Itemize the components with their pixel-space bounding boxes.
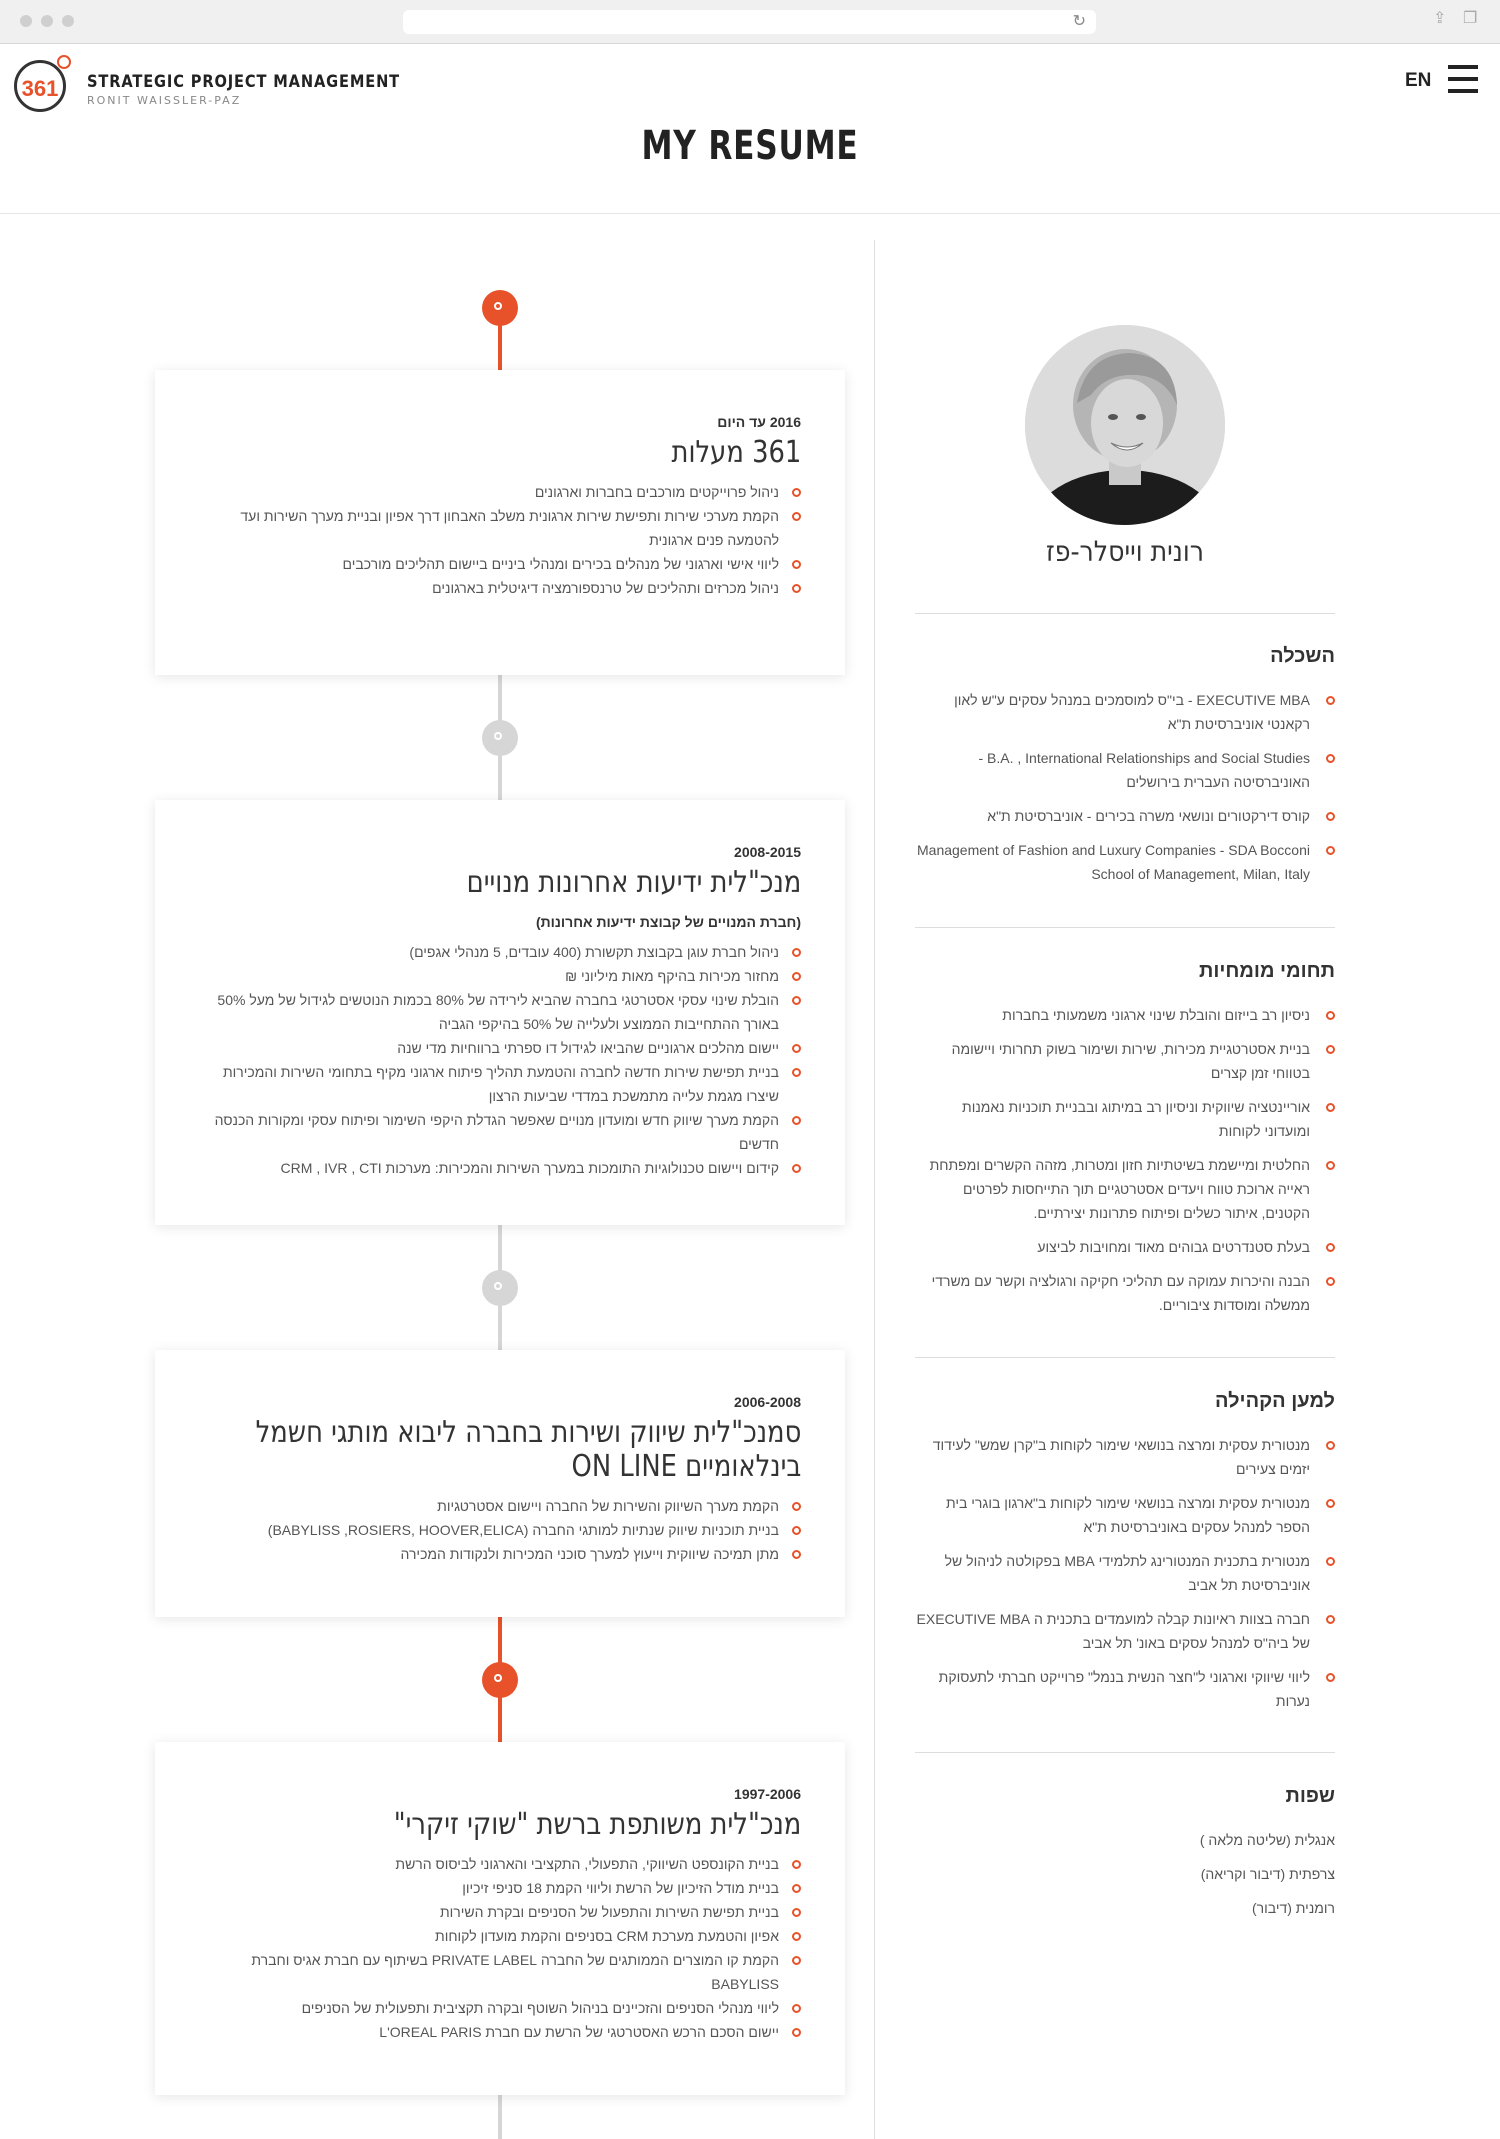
card-date: 2008-2015	[734, 844, 801, 860]
list-item: הקמת מערך שיווק חדש ומועדון מנויים שאפשר הגדלת היקפי השימור ופיתוח עסקי ומקורות הכנסה חדשים	[199, 1108, 801, 1156]
list-item: הקמת מערך השיווק והשירות של החברה ויישום אסטרטגיות	[199, 1494, 801, 1518]
list-item: יישום הסכם הרכש האסטרטגי של הרשת עם חברת L'OREAL PARIS	[199, 2020, 801, 2044]
language-item: אנגלית (שליטה מלאה )	[1199, 1832, 1335, 1848]
section-title: למען הקהילה	[1214, 1390, 1335, 1412]
bullet-icon	[792, 1908, 801, 1917]
list-item: מנטורית בתכנית המנטורינג לתלמידי MBA בפקולטה לניהול של אוניברסיטת תל אביב	[915, 1549, 1335, 1597]
languages-list	[915, 1828, 1335, 1920]
bullet-icon	[792, 1068, 801, 1077]
card-subtitle: (חברת המנויים של קבוצת ידיעות אחרונות)	[535, 914, 801, 930]
portrait-photo	[1025, 325, 1225, 525]
card-title: מנכ"לית ידיעות אחרונות מנויים	[466, 865, 801, 900]
language-item: צרפתית (דיבור וקריאה)	[1200, 1866, 1335, 1882]
list-item: מחזור מכירות בהיקף מאות מיליוני ₪	[199, 964, 801, 988]
bullet-icon	[1326, 754, 1335, 763]
bullet-icon	[792, 1932, 801, 1941]
list-item: ליווי מנהלי הסניפים והזכיינים בניהול השוטף ובקרה תקציבית ותפעולית של הסניפים	[199, 1996, 801, 2020]
divider	[915, 1752, 1335, 1753]
language-item: רומנית (דיבור)	[1251, 1900, 1335, 1916]
expertise-section	[915, 960, 1335, 1327]
bullet-icon	[792, 948, 801, 957]
window-close-dot[interactable]	[20, 15, 32, 27]
timeline-card	[155, 1350, 845, 1617]
list-item: ליווי אישי וארגוני של מנהלים בכירים ומנהלי ביניים ביישום תהליכים מורכבים	[199, 552, 801, 576]
card-date: 2006-2008	[734, 1394, 801, 1410]
expertise-list	[915, 1003, 1335, 1317]
menu-icon[interactable]	[1448, 65, 1478, 95]
bullet-icon	[792, 560, 801, 569]
timeline-node	[482, 1270, 518, 1306]
timeline-card	[155, 1742, 845, 2095]
list-item: בניית אסטרטגיית מכירות, שירות ושימור בשוק תחרותי ויישומה בטווחי זמן קצרים	[915, 1037, 1335, 1085]
bullet-icon	[1326, 1161, 1335, 1170]
bullet-icon	[1326, 1103, 1335, 1112]
bullet-icon	[1326, 1615, 1335, 1624]
bullet-icon	[792, 1884, 801, 1893]
list-item: הקמת מערכי שירות ותפישת שירות ארגונית משלב האבחון דרך אפיון ובניית מערך השירות ועד להטמעה פנים ארגונית	[199, 504, 801, 552]
section-title: שפות	[1285, 1785, 1335, 1807]
list-item: ניהול פרוייקטים מורכבים בחברות וארגונים	[199, 480, 801, 504]
bullet-icon	[792, 512, 801, 521]
timeline-line	[498, 2095, 502, 2139]
logo-degree-icon	[57, 55, 71, 69]
avatar	[1025, 325, 1225, 525]
timeline-card	[155, 370, 845, 675]
list-item: בעלת סטנדרטים גבוהים מאוד ומחויבות לביצוע	[915, 1235, 1335, 1259]
bullet-icon	[1326, 1045, 1335, 1054]
brand-title: STRATEGIC PROJECT MANAGEMENT	[87, 72, 401, 92]
list-item: מתן תמיכה שיווקית וייעוץ למערך סוכני המכירות ולנקודות המכירה	[199, 1542, 801, 1566]
card-date: 1997-2006	[734, 1786, 801, 1802]
list-item: בניית תפישת שירות חדשה לחברה והטמעת תהליך פיתוח ארגוני מקיף בתחומי השירות והמכירות שיצרו מגמת עלייה מתמשכת במדדי שביעות הרצון	[199, 1060, 801, 1108]
list-item: אוריינטציה שיווקית וניסיון רב במיתוג ובבניית תוכניות נאמנות ומועדוני לקוחות	[915, 1095, 1335, 1143]
bullet-icon	[792, 1164, 801, 1173]
bullet-icon	[792, 1550, 801, 1559]
list-item: יישום מהלכים ארגוניים שהביאו לגידול דו ספרתי ברווחיות מדי שנה	[199, 1036, 801, 1060]
person-name: רונית וייסלר-פז	[1045, 535, 1204, 568]
card-title: מנכ"לית משותפת ברשת "שוקי זיקרי"	[393, 1807, 801, 1842]
share-icon[interactable]: ⇪	[1433, 10, 1447, 27]
logo-text: 361	[21, 76, 59, 101]
list-item: מנטורית עסקית ומרצה בנושאי שימור לקוחות ב"ארגון בוגרי בית הספר למנהל עסקים באוניברסיטת ת"א	[915, 1491, 1335, 1539]
bullet-icon	[792, 1502, 801, 1511]
bullet-icon	[1326, 1673, 1335, 1682]
list-item: בניית תוכניות שיווק שנתיות למותגי החברה (BABYLISS ,ROSIERS, HOOVER,ELICA)	[199, 1518, 801, 1542]
page-title: MY RESUME	[641, 123, 859, 169]
section-title: תחומי מומחיות	[1198, 960, 1335, 982]
card-list	[199, 1852, 801, 2044]
languages-section	[915, 1785, 1335, 1930]
timeline-node	[482, 1662, 518, 1698]
timeline-node	[482, 720, 518, 756]
bullet-icon	[792, 1526, 801, 1535]
card-title: סמנכ"לית שיווק ושירות בחברה ליבוא מותגי חשמל בינלאומיים ON LINE	[255, 1415, 801, 1484]
bullet-icon	[792, 1116, 801, 1125]
list-item: EXECUTIVE MBA - בי"ס למוסמכים במנהל עסקים ע"ש לאון רקאנטי אוניברסיטת ת"א	[915, 688, 1335, 736]
community-list	[915, 1433, 1335, 1713]
list-item: הקמת קו המוצרים הממותגים של החברה PRIVATE LABEL בשיתוף עם חברת אגיס וחברת BABYLISS	[199, 1948, 801, 1996]
bullet-icon	[1326, 1499, 1335, 1508]
list-item: החלטית ומיישמת בשיטתיות חזון ומטרות, מזהה הקשרים ומפתחת ראייה ארוכת טווח ויעדים אסטרטגיים תוך התייחסות לפרטים הקטנים, איתור כשלים ופיתוח פתרונות יצירתיים.	[915, 1153, 1335, 1225]
bullet-icon	[1326, 846, 1335, 855]
list-item: מנטורית עסקית ומרצה בנושאי שימור לקוחות ב"קרן שמש" לעידוד יזמים צעירים	[915, 1433, 1335, 1481]
reload-icon[interactable]: ↻	[1072, 13, 1086, 30]
bullet-icon	[1326, 1277, 1335, 1286]
bullet-icon	[792, 972, 801, 981]
brand-subtitle: RONIT WAISSLER-PAZ	[87, 94, 242, 107]
browser-chrome	[0, 0, 1500, 44]
bullet-icon	[1326, 1243, 1335, 1252]
list-item: הובלת שינוי עסקי אסטרטגי בחברה שהביא לירידה של 80% בכמות הנוטשים לגידול של מעל 50% באורך ההתחייבות הממוצע ולעלייה של 50% בהיקפי הגביה	[199, 988, 801, 1036]
timeline-line	[498, 320, 502, 370]
bullet-icon	[792, 1860, 801, 1869]
bullet-icon	[792, 2028, 801, 2037]
list-item: Management of Fashion and Luxury Companies - SDA Bocconi School of Management, Milan, Italy	[915, 838, 1335, 886]
logo[interactable]	[14, 60, 66, 112]
bullet-icon	[792, 584, 801, 593]
bullet-icon	[1326, 1011, 1335, 1020]
bullet-icon	[792, 488, 801, 497]
divider	[915, 1357, 1335, 1358]
list-item: ניסיון רב בייזום והובלת שינוי ארגוני משמעותי בחברות	[915, 1003, 1335, 1027]
community-section	[915, 1390, 1335, 1723]
language-toggle[interactable]: EN	[1405, 70, 1432, 91]
list-item: B.A. , International Relationships and Social Studies - האוניברסיטה העברית בירושלים	[915, 746, 1335, 794]
bullet-icon	[1326, 1557, 1335, 1566]
column-divider	[874, 240, 875, 2139]
list-item: בניית תפישת השירות והתפעול של הסניפים ובקרת השירות	[199, 1900, 801, 1924]
timeline-card	[155, 800, 845, 1225]
card-date: 2016 עד היום	[717, 414, 801, 430]
list-item: חברה בצוות ראיונות קבלה למועמדים בתכנית ה EXECUTIVE MBA של ביה"ס למנהל עסקים באונ' תל אביב	[915, 1607, 1335, 1655]
section-title: השכלה	[1270, 645, 1335, 667]
education-list	[915, 688, 1335, 886]
window-minimize-dot[interactable]	[41, 15, 53, 27]
list-item: אפיון והטמעת מערכת CRM בסניפים והקמת מועדון לקוחות	[199, 1924, 801, 1948]
card-list	[199, 480, 801, 600]
list-item: בניית הקונספט השיווקי, התפעולי, התקציבי והארגוני לביסוס הרשת	[199, 1852, 801, 1876]
bullet-icon	[1326, 1441, 1335, 1450]
bullet-icon	[792, 1956, 801, 1965]
bullet-icon	[1326, 696, 1335, 705]
list-item: ניהול חברת עוגן בקבוצת תקשורת (400 עובדים, 5 מנהלי אגפים)	[199, 940, 801, 964]
list-item: קידום ויישום טכנולוגיות התומכות במערך השירות והמכירות: מערכות CRM , IVR , CTI	[199, 1156, 801, 1180]
address-bar[interactable]	[403, 10, 1096, 34]
window-maximize-dot[interactable]	[62, 15, 74, 27]
divider	[915, 927, 1335, 928]
tabs-icon[interactable]: ❐	[1463, 10, 1478, 27]
card-title: 361 מעלות	[671, 435, 801, 470]
divider	[915, 613, 1335, 614]
bullet-icon	[792, 1044, 801, 1053]
list-item: ניהול מכרזים ותהליכים של טרנספורמציה דיגיטלית בארגונים	[199, 576, 801, 600]
site-header	[0, 43, 1500, 214]
list-item: ליווי שיווקי וארגוני ל"חצר הנשית בנמל" פרוייקט חברתי לתעסוקת נערות	[915, 1665, 1335, 1713]
education-section	[915, 645, 1335, 896]
list-item: הבנה והיכרות עמוקה עם תהליכי חקיקה ורגולציה וקשר עם משרדי ממשלה ומוסדות ציבוריים.	[915, 1269, 1335, 1317]
timeline-node	[482, 290, 518, 326]
bullet-icon	[792, 996, 801, 1005]
list-item: קורס דירקטורים ונושאי משרה בכירים - אוניברסיטת ת"א	[915, 804, 1335, 828]
list-item: בניית מודל הזיכיון של הרשת וליווי הקמת 18 סניפי זיכיון	[199, 1876, 801, 1900]
bullet-icon	[792, 2004, 801, 2013]
bullet-icon	[1326, 812, 1335, 821]
card-list	[199, 940, 801, 1180]
card-list	[199, 1494, 801, 1566]
